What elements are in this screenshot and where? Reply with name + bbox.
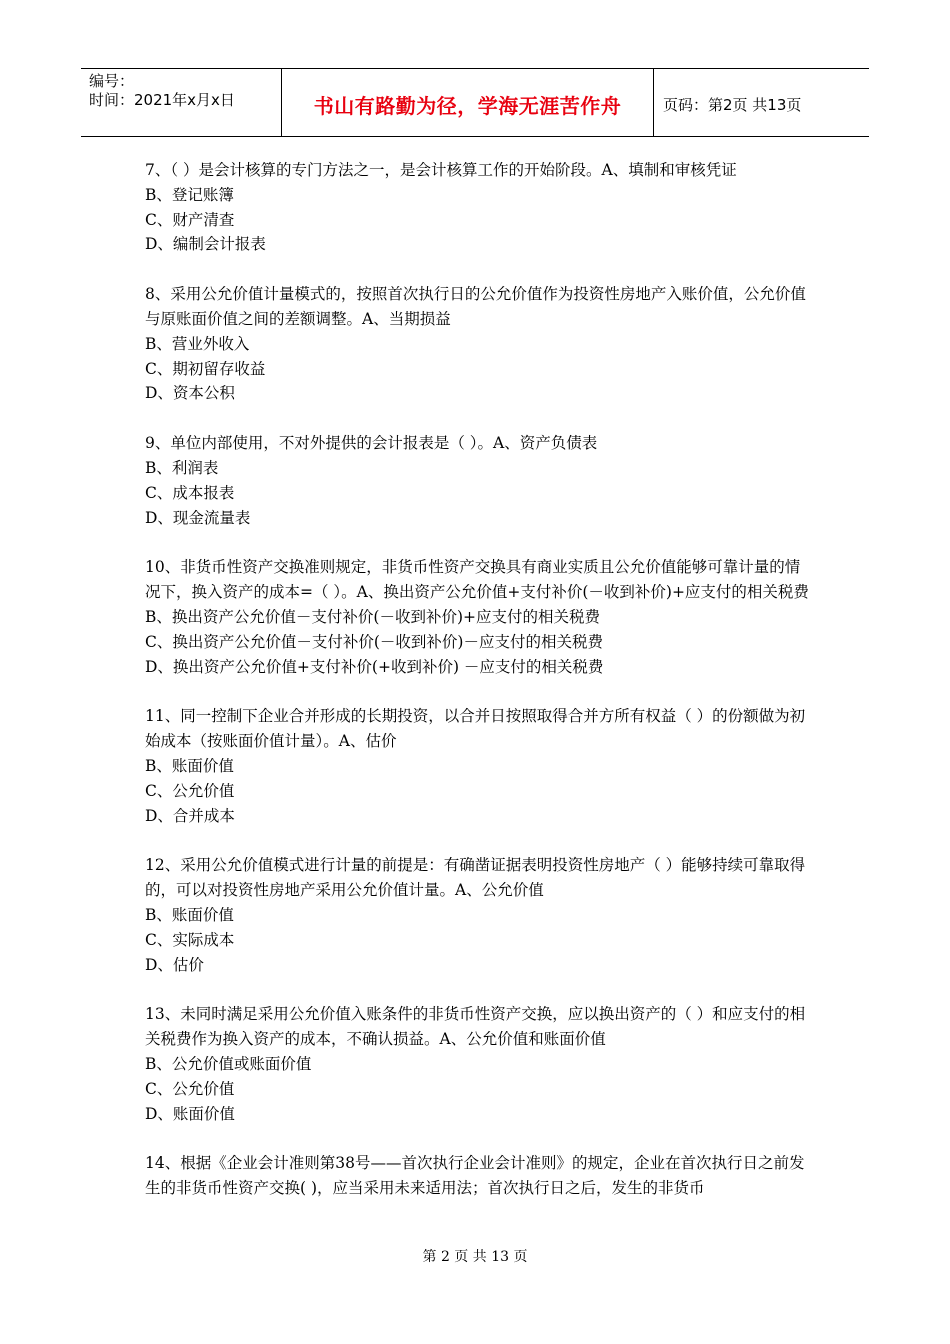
page-info: 页码：第2页 共13页 [663, 96, 802, 114]
answer-option: C、实际成本 [145, 930, 235, 949]
motto: 书山有路勤为径，学海无涯苦作舟 [282, 69, 654, 136]
question-stem: 8、采用公允价值计量模式的，按照首次执行日的公允价值作为投资性房地产入账价值，公允价值与原账面价值之间的差额调整。A、当期损益 [145, 285, 806, 328]
question-block [145, 853, 813, 977]
question-stem: 9、单位内部使用，不对外提供的会计报表是（ ）。A、资产负债表 [145, 434, 598, 453]
answer-option: B、换出资产公允价值－支付补价(－收到补价)+应支付的相关税费 [145, 607, 600, 626]
question-stem: 14、根据《企业会计准则第38号——首次执行企业会计准则》的规定，企业在首次执行日之前发生的非货币性资产交换( )，应当采用未来适用法；首次执行日之后，发生的非货币 [145, 1154, 805, 1198]
time-label: 时间：2021年x月x日 [89, 91, 235, 109]
answer-option: D、现金流量表 [145, 508, 251, 527]
question-stem: 12、采用公允价值模式进行计量的前提是：有确凿证据表明投资性房地产（ ）能够持续可靠取得的，可以对投资性房地产采用公允价值计量。A、公允价值 [145, 856, 806, 900]
question-stem: 11、同一控制下企业合并形成的长期投资，以合并日按照取得合并方所有权益（ ）的份额做为初始成本（按账面价值计量）。A、估价 [145, 707, 806, 751]
answer-option: C、财产清查 [145, 210, 235, 229]
question-stem: 10、非货币性资产交换准则规定，非货币性资产交换具有商业实质且公允价值能够可靠计量的情况下，换入资产的成本=（ ）。A、换出资产公允价值+支付补价(－收到补价)+应支付的相关税费 [145, 558, 809, 602]
answer-option: D、账面价值 [145, 1104, 235, 1123]
question-stem: 7、（ ）是会计核算的专门方法之一，是会计核算工作的开始阶段。A、填制和审核凭证 [145, 161, 737, 179]
answer-option: C、期初留存收益 [145, 359, 266, 378]
answer-option: B、利润表 [145, 458, 219, 477]
answer-option: B、营业外收入 [145, 334, 250, 353]
header-meta [81, 69, 282, 136]
question-block [145, 158, 813, 257]
answer-option: B、公允价值或账面价值 [145, 1054, 312, 1073]
answer-option: D、编制会计报表 [145, 235, 266, 254]
question-block [145, 555, 813, 679]
question-block [145, 431, 813, 530]
answer-option: B、账面价值 [145, 905, 234, 924]
question-list [145, 158, 813, 1226]
answer-option: D、资本公积 [145, 384, 235, 403]
answer-option: C、公允价值 [145, 1079, 235, 1098]
page-footer: 第 2 页 共 13 页 [422, 1249, 528, 1265]
question-block [145, 1151, 813, 1201]
answer-option: B、登记账簿 [145, 185, 234, 204]
question-block [145, 282, 813, 406]
answer-option: B、账面价值 [145, 756, 234, 775]
question-stem: 13、未同时满足采用公允价值入账条件的非货币性资产交换，应以换出资产的（ ）和应支付的相关税费作为换入资产的成本，不确认损益。A、公允价值和账面价值 [145, 1005, 806, 1049]
question-block [145, 1002, 813, 1126]
answer-option: D、合并成本 [145, 806, 235, 825]
answer-option: C、成本报表 [145, 483, 235, 502]
page-header [81, 68, 869, 137]
question-block [145, 704, 813, 828]
answer-option: D、估价 [145, 955, 204, 974]
answer-option: C、公允价值 [145, 781, 235, 800]
answer-option: C、换出资产公允价值－支付补价(－收到补价)－应支付的相关税费 [145, 632, 603, 651]
answer-option: D、换出资产公允价值+支付补价(+收到补价) －应支付的相关税费 [145, 657, 604, 676]
number-label: 编号： [89, 72, 135, 90]
